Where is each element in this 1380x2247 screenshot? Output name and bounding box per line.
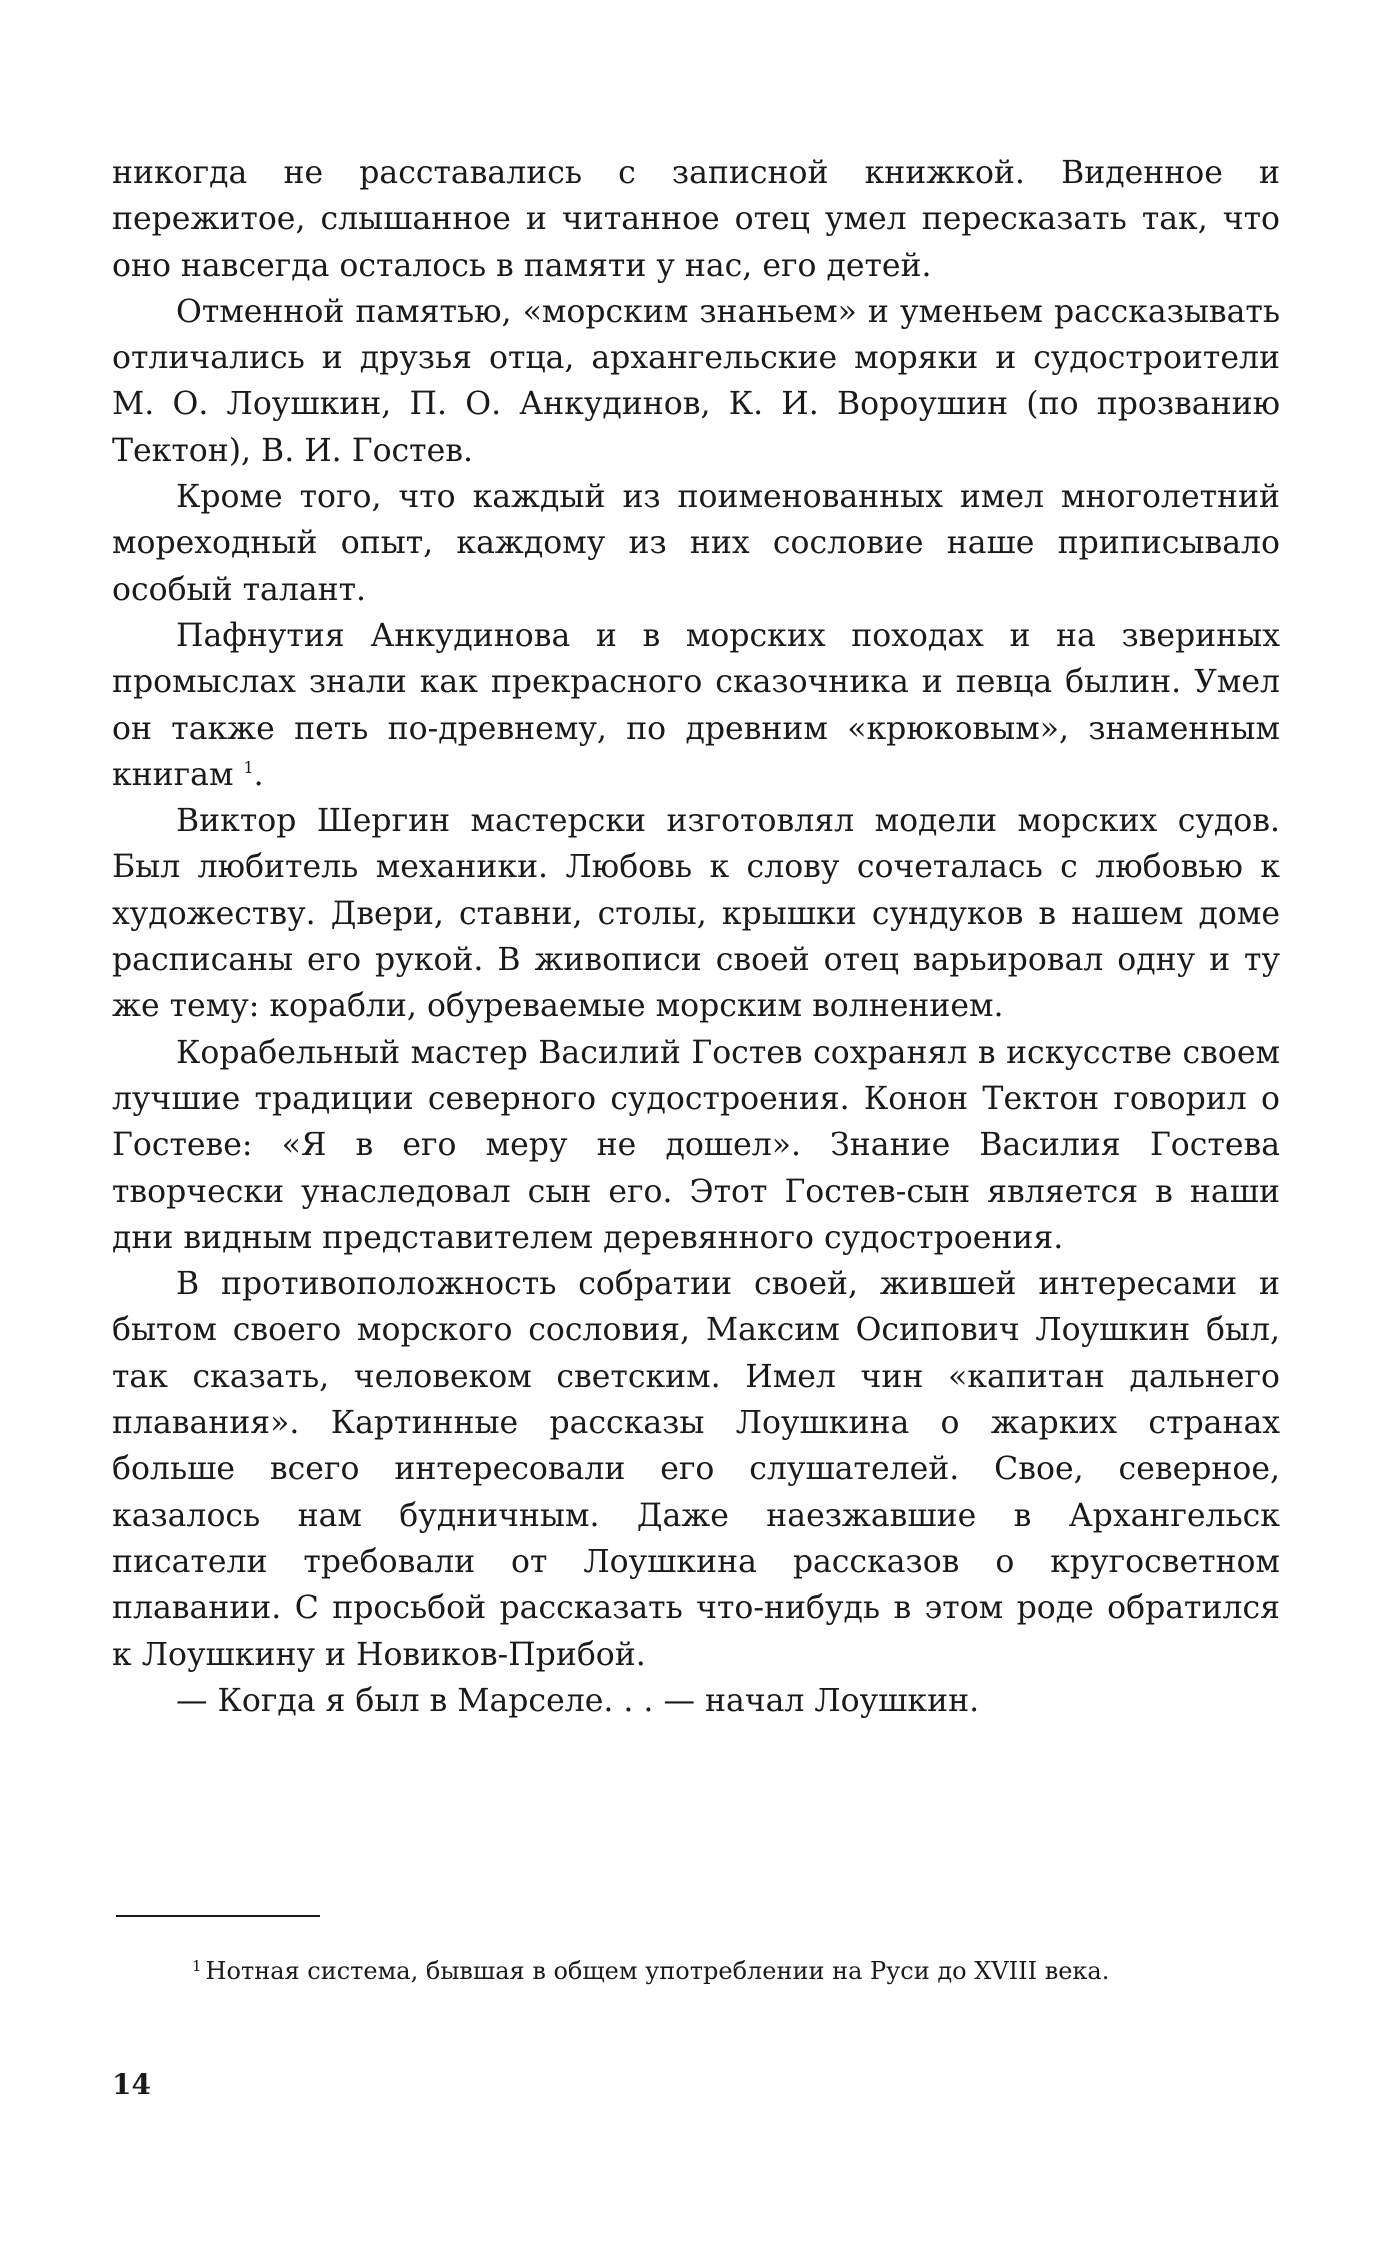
page-number: 14 <box>112 2068 151 2101</box>
footnote-text: Нотная система, бывшая в общем употреблении на Руси до XVIII века. <box>205 1957 1110 1985</box>
paragraph-text: Пафнутия Анкудинова и в морских походах и на звериных промыслах знали как прекрасного сказочника и певца былин. Умел он также петь по-древнему, по древним «крюковым», знаменным книгам <box>112 617 1280 793</box>
footnote-divider <box>116 1915 320 1917</box>
paragraph: никогда не расставались с записной книжкой. Виденное и пережитое, слышанное и читанное отец умел пересказать так, что оно навсегда осталось в памяти у нас, его детей. <box>112 155 1280 284</box>
paragraph: Виктор Шергин мастерски изготовлял модели морских судов. Был любитель механики. Любовь к слову сочеталась с любовью к художеству. Двери, ставни, столы, крышки сундуков в нашем доме расписаны его рукой. В живописи своей отец варьировал одну и ту же тему: корабли, обуреваемые морским волнением. <box>112 803 1280 1025</box>
paragraph: Корабельный мастер Василий Гостев сохранял в искусстве своем лучшие традиции северного судостроения. Конон Тектон говорил о Гостеве: «Я в его меру не дошел». Знание Василия Гостева творчески унаследовал сын его. Этот Гостев-сын является в наши дни видным представителем деревянного судостроения. <box>112 1034 1280 1256</box>
body-text <box>112 150 1280 1724</box>
paragraph <box>112 613 1280 798</box>
dialog-line: — Когда я был в Марселе. . . — начал Лоушкин. <box>176 1682 980 1719</box>
paragraph-end: . <box>253 756 264 793</box>
footnote <box>112 1948 1280 1989</box>
paragraph: Кроме того, что каждый из поименованных имел многолетний мореходный опыт, каждому из них сословие наше приписывало особый талант. <box>112 479 1280 608</box>
footnote-mark: 1 <box>192 1957 202 1975</box>
paragraph: В противоположность собратии своей, жившей интересами и бытом своего морского сословия, Максим Осипович Лоушкин был, так сказать, человеком светским. Имел чин «капитан дальнего плавания». Картинные рассказы Лоушкина о жарких странах больше всего интересовали его слушателей. Свое, северное, казалось нам будничным. Даже наезжавшие в Архангельск писатели требовали от Лоушкина рассказов о кругосветном плавании. С просьбой рассказать что-нибудь в этом роде обратился к Лоушкину и Новиков-Прибой. <box>112 1266 1280 1673</box>
paragraph: Отменной памятью, «морским знаньем» и уменьем рассказывать отличались и друзья отца, архангельские моряки и судостроители М. О. Лоушкин, П. О. Анкудинов, К. И. Вороушин (по прозванию Тектон), В. И. Гостев. <box>112 293 1280 469</box>
footnote-reference: 1 <box>243 757 254 777</box>
